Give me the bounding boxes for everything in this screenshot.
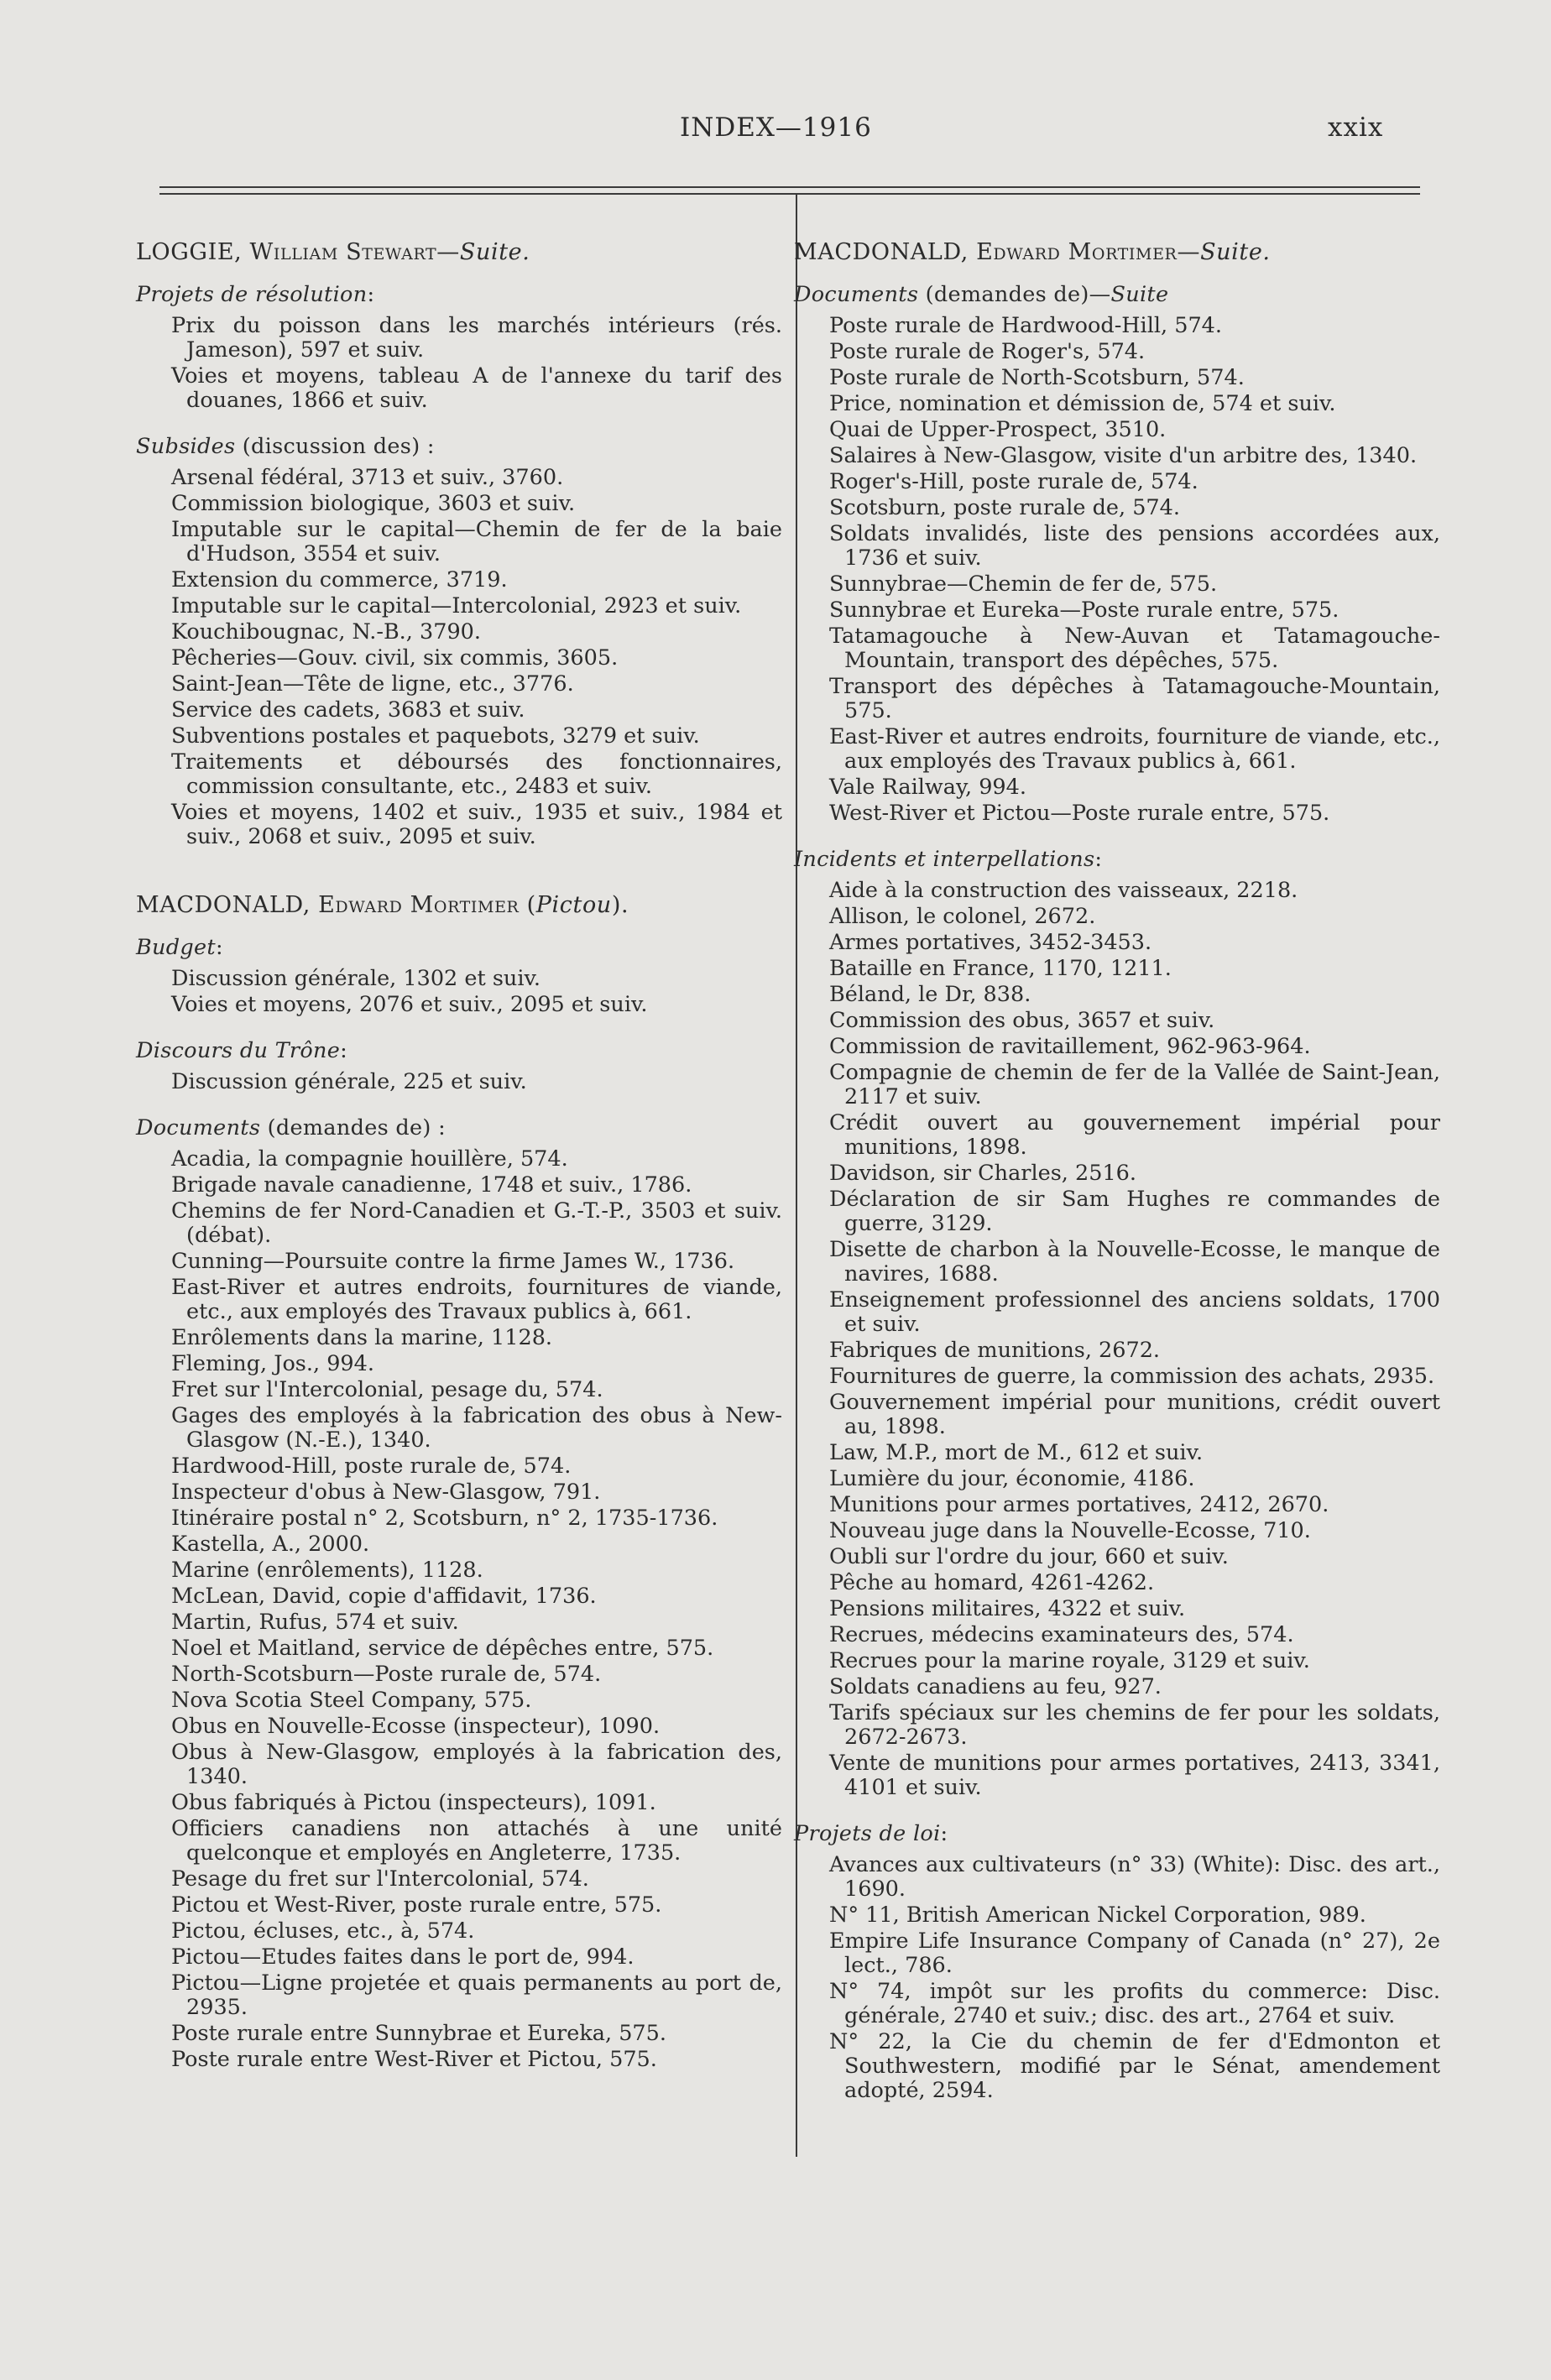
index-entry: Avances aux cultivateurs (n° 33) (White): Disc. des art., 1690. bbox=[829, 1852, 1440, 1902]
entry-spacer bbox=[794, 2125, 1440, 2147]
heading-italic: Suite. bbox=[459, 239, 530, 265]
heading-tail: ). bbox=[611, 892, 629, 918]
entry-spacer bbox=[136, 871, 782, 893]
entry-list bbox=[136, 1147, 782, 2072]
index-entry: Voies et moyens, 1402 et suiv., 1935 et suiv., 1984 et suiv., 2068 et suiv., 2095 et suiv. bbox=[171, 800, 782, 849]
index-entry: Vale Railway, 994. bbox=[829, 775, 1026, 800]
index-entry: Scotsburn, poste rurale de, 574. bbox=[829, 495, 1180, 520]
index-entry: McLean, David, copie d'affidavit, 1736. bbox=[171, 1584, 597, 1609]
index-entry: Inspecteur d'obus à New-Glasgow, 791. bbox=[171, 1480, 601, 1505]
index-section bbox=[136, 283, 782, 413]
section-label-rest: : bbox=[340, 1038, 348, 1063]
section-label-rest: (demandes de) : bbox=[260, 1115, 446, 1140]
index-entry: Munitions pour armes portatives, 2412, 2670. bbox=[829, 1492, 1329, 1517]
index-entry: Recrues, médecins examinateurs des, 574. bbox=[829, 1622, 1294, 1647]
index-entry: Hardwood-Hill, poste rurale de, 574. bbox=[171, 1454, 572, 1479]
index-entry: Aide à la construction des vaisseaux, 2218. bbox=[829, 878, 1298, 903]
index-entry: Vente de munitions pour armes portatives, 2413, 3341, 4101 et suiv. bbox=[829, 1751, 1440, 1800]
page-header bbox=[0, 112, 1551, 163]
section-label bbox=[136, 1116, 782, 1140]
index-entry: Fournitures de guerre, la commission des achats, 2935. bbox=[829, 1364, 1435, 1389]
index-entry: Tatamagouche à New-Auvan et Tatamagouche-Mountain, transport des dépêches, 575. bbox=[829, 624, 1440, 673]
index-entry: Poste rurale de Roger's, 574. bbox=[829, 339, 1146, 364]
index-entry: Armes portatives, 3452-3453. bbox=[829, 930, 1152, 955]
index-entry: Commission de ravitaillement, 962-963-964. bbox=[829, 1034, 1311, 1059]
entry-list bbox=[794, 879, 1440, 1800]
section-label-text: Projets de résolution bbox=[136, 282, 368, 307]
index-entry: Gouvernement impérial pour munitions, crédit ouvert au, 1898. bbox=[829, 1390, 1440, 1439]
index-entry: Brigade navale canadienne, 1748 et suiv., 1786. bbox=[171, 1172, 692, 1198]
index-entry: Discussion générale, 225 et suiv. bbox=[171, 1069, 527, 1094]
index-entry: Discussion générale, 1302 et suiv. bbox=[171, 966, 540, 991]
heading-name: LOGGIE, William Stewart— bbox=[136, 239, 460, 265]
section-label bbox=[136, 283, 782, 307]
index-entry: Pictou et West-River, poste rurale entre, 575. bbox=[171, 1892, 662, 1918]
index-entry: Pêche au homard, 4261-4262. bbox=[829, 1570, 1155, 1595]
index-section bbox=[136, 1116, 782, 2072]
index-entry: Officiers canadiens non attachés à une unité quelconque et employés en Angleterre, 1735. bbox=[171, 1816, 782, 1866]
index-entry: Imputable sur le capital—Intercolonial, 2923 et suiv. bbox=[171, 593, 742, 618]
index-entry: Extension du commerce, 3719. bbox=[171, 567, 508, 592]
section-label bbox=[794, 848, 1440, 872]
index-entry: Transport des dépêches à Tatamagouche-Mountain, 575. bbox=[829, 674, 1440, 723]
index-entry: Gages des employés à la fabrication des obus à New-Glasgow (N.-E.), 1340. bbox=[171, 1403, 782, 1453]
index-entry: Disette de charbon à la Nouvelle-Ecosse, le manque de navires, 1688. bbox=[829, 1237, 1440, 1287]
section-label-rest: (demandes de)— bbox=[918, 282, 1111, 307]
index-entry: Poste rurale entre West-River et Pictou, 575. bbox=[171, 2047, 657, 2072]
index-entry: Marine (enrôlements), 1128. bbox=[171, 1558, 483, 1583]
section-label bbox=[794, 283, 1440, 307]
running-title: INDEX—1916 bbox=[680, 112, 872, 143]
index-entry: Poste rurale de North-Scotsburn, 574. bbox=[829, 365, 1245, 390]
index-entry: Béland, le Dr, 838. bbox=[829, 982, 1031, 1007]
heading-italic: Pictou bbox=[535, 892, 612, 918]
section-label-tail: Suite bbox=[1110, 282, 1169, 307]
right-column bbox=[794, 240, 1440, 2147]
index-entry: Enseignement professionnel des anciens soldats, 1700 et suiv. bbox=[829, 1287, 1440, 1337]
entry-list bbox=[136, 1070, 782, 1094]
section-label-text: Projets de loi bbox=[794, 1821, 941, 1846]
index-entry: Tarifs spéciaux sur les chemins de fer pour les soldats, 2672-2673. bbox=[829, 1700, 1440, 1750]
index-entry: Obus à New-Glasgow, employés à la fabrication des, 1340. bbox=[171, 1740, 782, 1789]
index-entry: Empire Life Insurance Company of Canada (n° 27), 2e lect., 786. bbox=[829, 1929, 1440, 1978]
index-section bbox=[136, 936, 782, 1017]
index-entry: Arsenal fédéral, 3713 et suiv., 3760. bbox=[171, 465, 564, 490]
index-entry: Pensions militaires, 4322 et suiv. bbox=[829, 1596, 1186, 1621]
index-entry: Salaires à New-Glasgow, visite d'un arbitre des, 1340. bbox=[829, 443, 1418, 468]
index-entry: Traitements et déboursés des fonctionnaires, commission consultante, etc., 2483 et suiv. bbox=[171, 749, 782, 799]
index-entry: Commission biologique, 3603 et suiv. bbox=[171, 491, 576, 516]
index-section bbox=[794, 848, 1440, 1800]
index-entry: Fabriques de munitions, 2672. bbox=[829, 1338, 1161, 1363]
page-number: xxix bbox=[1328, 112, 1384, 143]
index-entry: Soldats canadiens au feu, 927. bbox=[829, 1674, 1162, 1699]
section-label-text: Documents bbox=[136, 1115, 261, 1140]
index-entry: N° 11, British American Nickel Corporation, 989. bbox=[829, 1902, 1366, 1928]
index-entry: N° 74, impôt sur les profits du commerce: Disc. générale, 2740 et suiv.; disc. des art., 2764 et suiv. bbox=[829, 1979, 1440, 2028]
section-label-text: Budget bbox=[136, 935, 216, 960]
index-entry: Poste rurale entre Sunnybrae et Eureka, 575. bbox=[171, 2021, 666, 2046]
index-entry: Davidson, sir Charles, 2516. bbox=[829, 1161, 1137, 1186]
index-heading bbox=[136, 240, 782, 264]
section-label-rest: : bbox=[1094, 847, 1103, 872]
index-entry: Pictou—Ligne projetée et quais permanents au port de, 2935. bbox=[171, 1970, 782, 2020]
index-entry: Poste rurale de Hardwood-Hill, 574. bbox=[829, 313, 1223, 338]
index-entry: Crédit ouvert au gouvernement impérial pour munitions, 1898. bbox=[829, 1110, 1440, 1160]
index-entry: Fleming, Jos., 994. bbox=[171, 1351, 374, 1376]
index-entry: Voies et moyens, tableau A de l'annexe du tarif des douanes, 1866 et suiv. bbox=[171, 363, 782, 413]
entry-list bbox=[136, 314, 782, 413]
index-entry: Martin, Rufus, 574 et suiv. bbox=[171, 1610, 459, 1635]
index-entry: Lumière du jour, économie, 4186. bbox=[829, 1466, 1195, 1491]
index-entry: Law, M.P., mort de M., 612 et suiv. bbox=[829, 1440, 1204, 1465]
index-entry: Voies et moyens, 2076 et suiv., 2095 et suiv. bbox=[171, 992, 648, 1017]
entry-list bbox=[794, 1853, 1440, 2103]
section-label-text: Incidents et interpellations bbox=[794, 847, 1095, 872]
index-entry: East-River et autres endroits, fournitures de viande, etc., aux employés des Travaux publics à, 661. bbox=[171, 1275, 782, 1324]
index-entry: Saint-Jean—Tête de ligne, etc., 3776. bbox=[171, 671, 574, 697]
index-entry: Fret sur l'Intercolonial, pesage du, 574. bbox=[171, 1377, 603, 1402]
index-entry: Service des cadets, 3683 et suiv. bbox=[171, 697, 525, 723]
index-entry: Nouveau juge dans la Nouvelle-Ecosse, 710. bbox=[829, 1518, 1311, 1543]
section-label-rest: (discussion des) : bbox=[235, 434, 435, 459]
index-entry: Commission des obus, 3657 et suiv. bbox=[829, 1008, 1215, 1033]
index-entry: N° 22, la Cie du chemin de fer d'Edmonton et Southwestern, modifié par le Sénat, amendement adopté, 2594. bbox=[829, 2029, 1440, 2103]
index-entry: North-Scotsburn—Poste rurale de, 574. bbox=[171, 1662, 602, 1687]
section-label-text: Subsides bbox=[136, 434, 236, 459]
heading-name: MACDONALD, Edward Mortimer— bbox=[794, 239, 1201, 265]
index-entry: Noel et Maitland, service de dépêches entre, 575. bbox=[171, 1636, 714, 1661]
index-entry: Itinéraire postal n° 2, Scotsburn, n° 2, 1735-1736. bbox=[171, 1506, 718, 1531]
index-entry: Quai de Upper-Prospect, 3510. bbox=[829, 417, 1167, 442]
heading-italic: Suite. bbox=[1200, 239, 1271, 265]
index-entry: East-River et autres endroits, fourniture de viande, etc., aux employés des Travaux publics à, 661. bbox=[829, 724, 1440, 774]
index-entry: Pictou—Etudes faites dans le port de, 994. bbox=[171, 1944, 634, 1970]
index-entry: Allison, le colonel, 2672. bbox=[829, 904, 1096, 929]
index-section bbox=[794, 283, 1440, 826]
index-entry: Nova Scotia Steel Company, 575. bbox=[171, 1688, 532, 1713]
index-entry: Imputable sur le capital—Chemin de fer de la baie d'Hudson, 3554 et suiv. bbox=[171, 517, 782, 566]
entry-list bbox=[794, 314, 1440, 826]
index-entry: Kouchibougnac, N.-B., 3790. bbox=[171, 619, 482, 645]
section-label-rest: : bbox=[940, 1821, 948, 1846]
index-entry: Pictou, écluses, etc., à, 574. bbox=[171, 1918, 475, 1944]
index-entry: Oubli sur l'ordre du jour, 660 et suiv. bbox=[829, 1544, 1229, 1569]
left-column bbox=[136, 240, 782, 2116]
section-label-rest: : bbox=[215, 935, 223, 960]
index-entry: Cunning—Poursuite contre la firme James W., 1736. bbox=[171, 1249, 735, 1274]
section-label bbox=[136, 936, 782, 960]
section-label bbox=[136, 435, 782, 459]
section-label bbox=[136, 1039, 782, 1063]
index-entry: Obus en Nouvelle-Ecosse (inspecteur), 1090. bbox=[171, 1714, 661, 1739]
section-label-text: Discours du Trône bbox=[136, 1038, 341, 1063]
index-entry: Déclaration de sir Sam Hughes re commandes de guerre, 3129. bbox=[829, 1187, 1440, 1236]
section-label bbox=[794, 1822, 1440, 1846]
index-entry: Pesage du fret sur l'Intercolonial, 574. bbox=[171, 1866, 589, 1892]
section-label-text: Documents bbox=[794, 282, 919, 307]
index-entry: Chemins de fer Nord-Canadien et G.-T.-P., 3503 et suiv. (débat). bbox=[171, 1198, 782, 1248]
index-entry: West-River et Pictou—Poste rurale entre, 575. bbox=[829, 801, 1330, 826]
index-section bbox=[136, 435, 782, 849]
index-entry: Acadia, la compagnie houillère, 574. bbox=[171, 1146, 568, 1172]
entry-spacer bbox=[136, 2094, 782, 2116]
index-entry: Soldats invalidés, liste des pensions accordées aux, 1736 et suiv. bbox=[829, 521, 1440, 571]
header-double-rule bbox=[159, 186, 1420, 195]
index-entry: Enrôlements dans la marine, 1128. bbox=[171, 1325, 553, 1350]
section-label-rest: : bbox=[367, 282, 375, 307]
index-heading bbox=[794, 240, 1440, 264]
index-heading bbox=[136, 893, 782, 917]
index-entry: Roger's-Hill, poste rurale de, 574. bbox=[829, 469, 1198, 494]
index-entry: Prix du poisson dans les marchés intérieurs (rés. Jameson), 597 et suiv. bbox=[171, 313, 782, 363]
index-entry: Compagnie de chemin de fer de la Vallée de Saint-Jean, 2117 et suiv. bbox=[829, 1060, 1440, 1109]
entry-list bbox=[136, 466, 782, 849]
entry-list bbox=[136, 967, 782, 1017]
index-entry: Price, nomination et démission de, 574 et suiv. bbox=[829, 391, 1336, 416]
index-entry: Recrues pour la marine royale, 3129 et suiv. bbox=[829, 1648, 1310, 1673]
index-entry: Bataille en France, 1170, 1211. bbox=[829, 956, 1172, 981]
index-entry: Subventions postales et paquebots, 3279 et suiv. bbox=[171, 723, 700, 749]
index-section bbox=[794, 1822, 1440, 2103]
index-entry: Sunnybrae—Chemin de fer de, 575. bbox=[829, 572, 1218, 597]
index-entry: Pêcheries—Gouv. civil, six commis, 3605. bbox=[171, 645, 619, 671]
index-entry: Sunnybrae et Eureka—Poste rurale entre, 575. bbox=[829, 598, 1340, 623]
index-section bbox=[136, 1039, 782, 1094]
index-entry: Obus fabriqués à Pictou (inspecteurs), 1091. bbox=[171, 1790, 656, 1815]
heading-name: MACDONALD, Edward Mortimer ( bbox=[136, 892, 536, 918]
index-entry: Kastella, A., 2000. bbox=[171, 1532, 370, 1557]
